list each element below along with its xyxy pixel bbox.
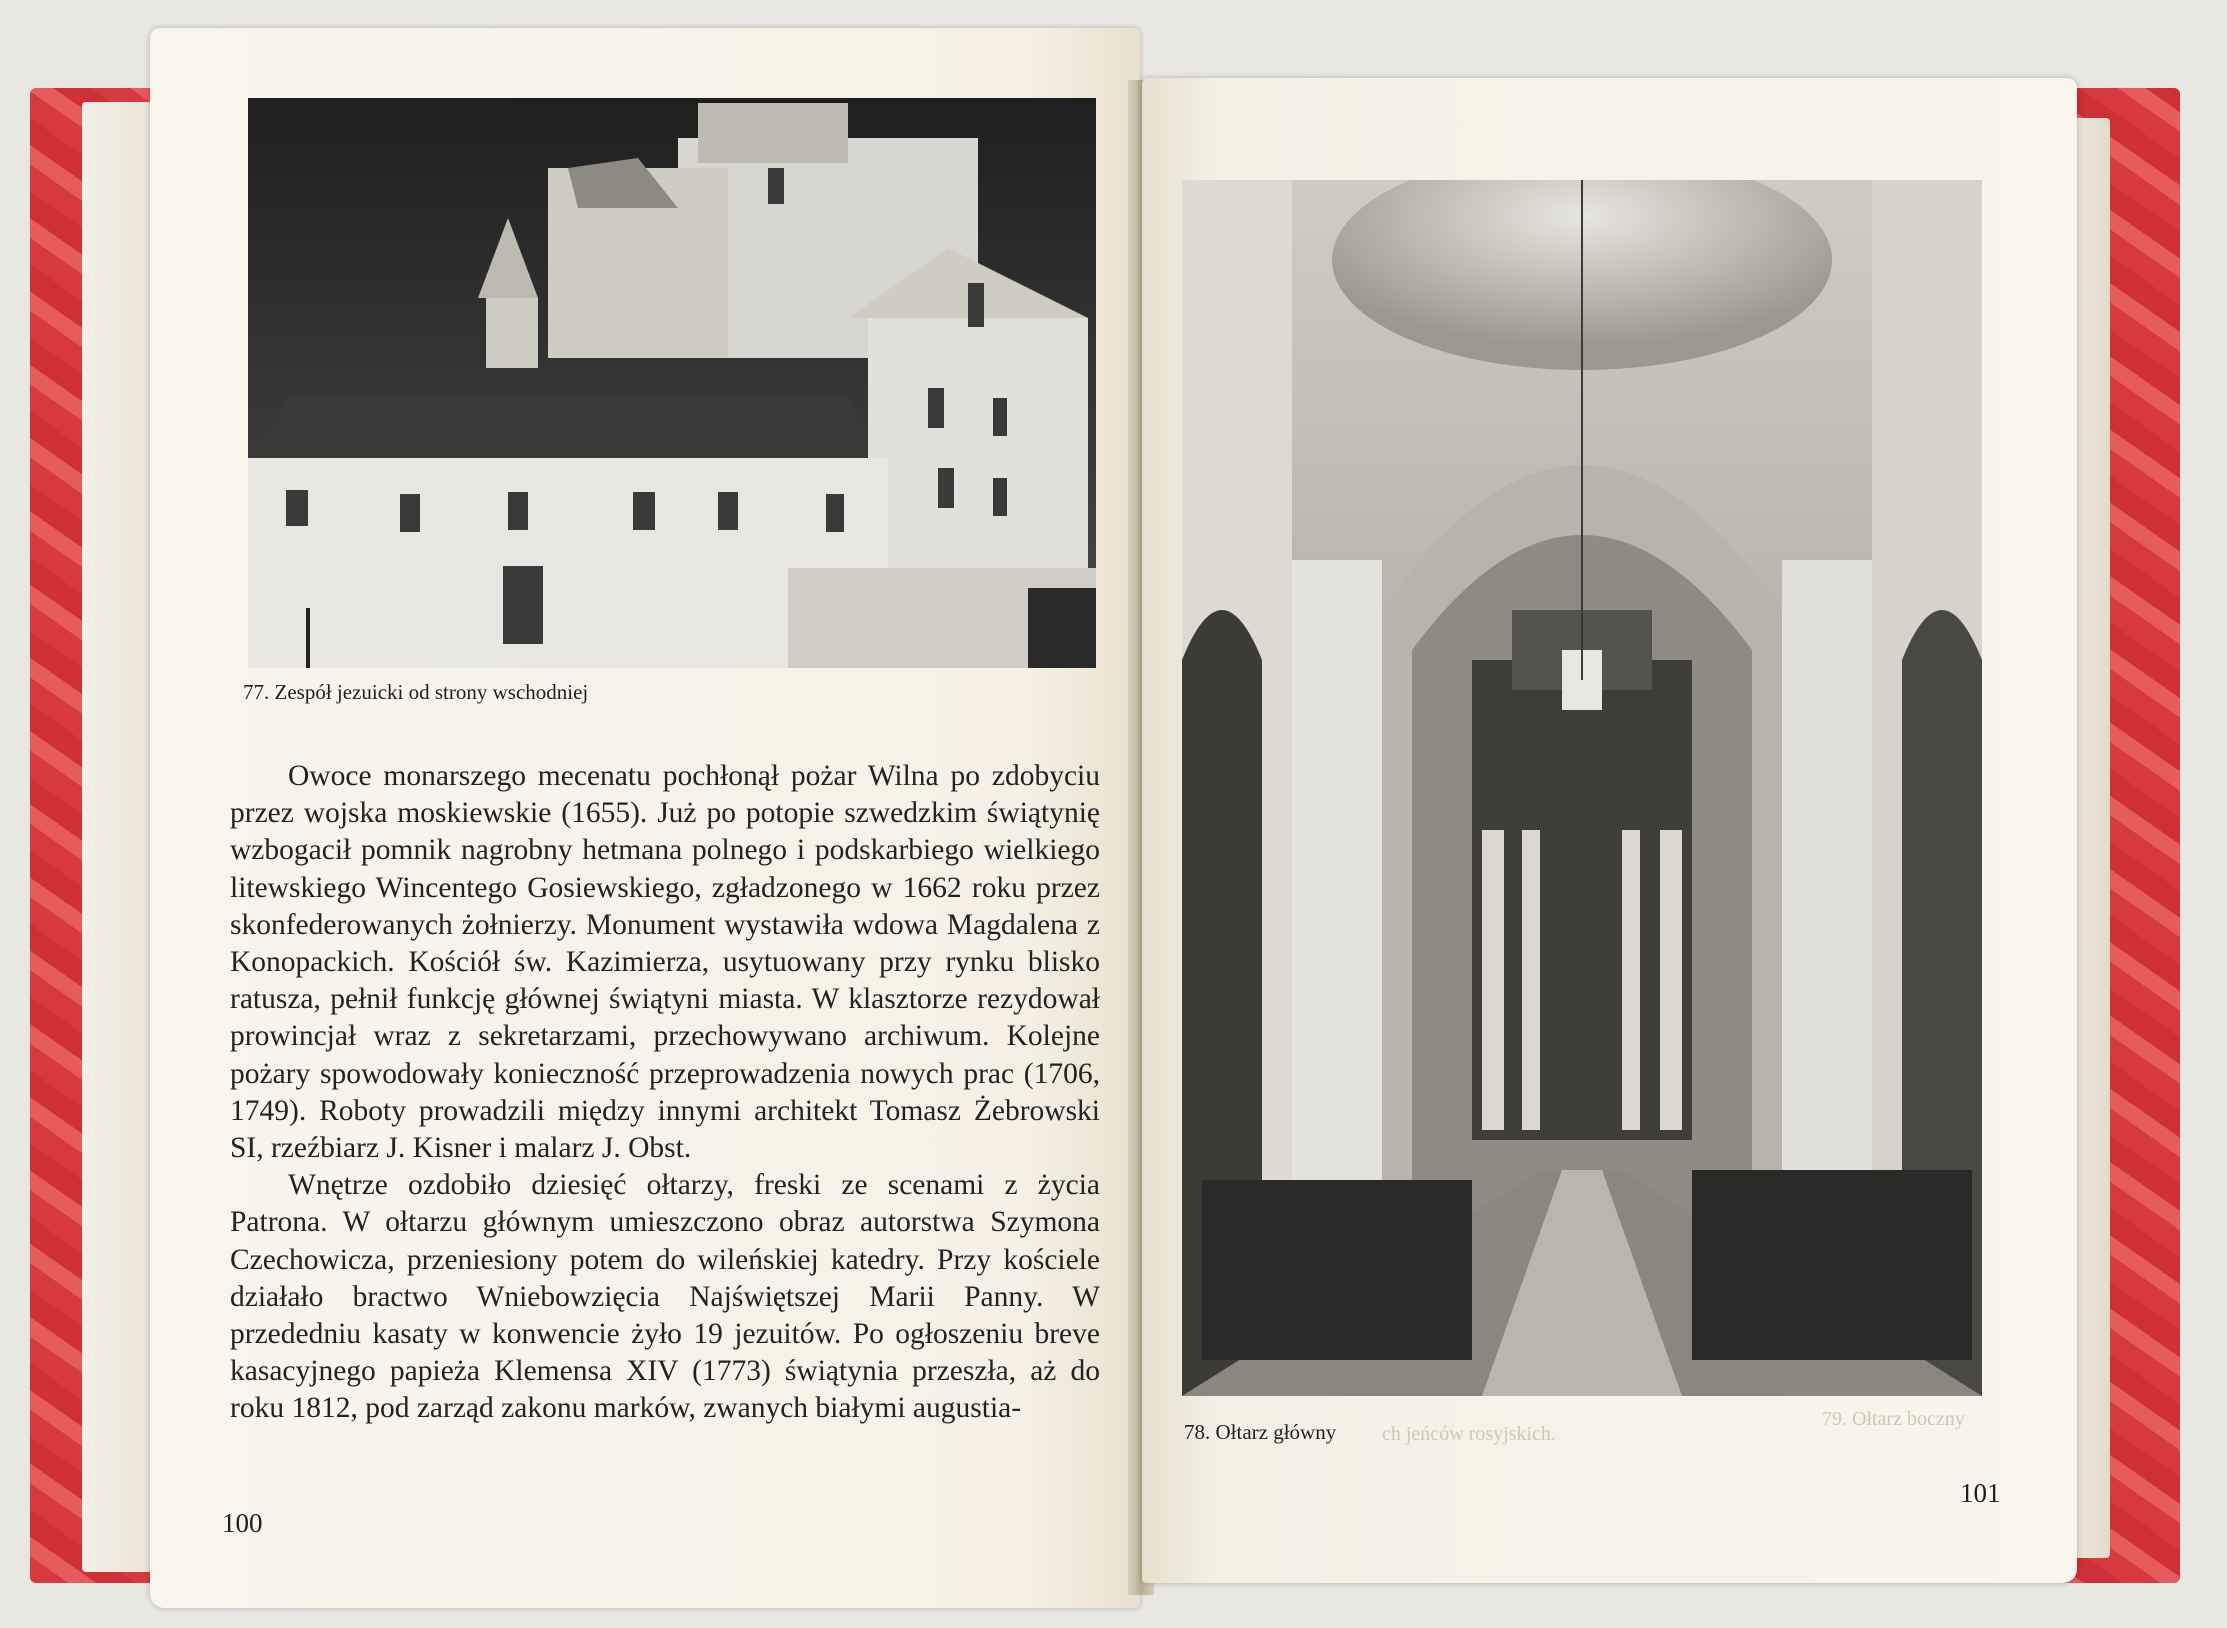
photo-main-altar-image	[1182, 180, 1982, 1396]
right-page	[1142, 78, 2077, 1583]
page-edges-left	[82, 102, 152, 1572]
figure-78-caption: 78. Ołtarz główny	[1184, 1420, 1337, 1444]
page-number-right: 101	[1960, 1478, 2001, 1508]
left-page	[150, 28, 1140, 1608]
paragraph-1: Owoce monarszego mecenatu pochłonął pożar Wilna po zdobyciu przez wojska moskiewskie (1655). Już po potopie szwedzkim świątynię wzbogacił pomnik nagrobny hetmana polnego i podskarbiego wielkiego litewskiego Wincentego Gosiewskiego, zgładzonego w 1662 roku przez skonfederowanych żołnierzy. Monument wystawiła wdowa Magdalena z Konopackich. Kościół św. Kazimierza, usytuowany przy rynku blisko ratusza, pełnił funkcję głównej świątyni miasta. W klasztorze rezydował prowincjał wraz z sekretarzami, przechowywano archiwum. Kolejne pożary spowodowały konieczność przeprowadzenia nowych prac (1706, 1749). Roboty prowadzili między innymi architekt Tomasz Żebrowski SI, rzeźbiarz J. Kisner i malarz J. Obst.	[230, 760, 1100, 1165]
show-through-text: ch jeńców rosyjskich.	[1382, 1423, 1556, 1445]
page-number-left: 100	[222, 1508, 263, 1538]
show-through-caption: 79. Ołtarz boczny	[1822, 1408, 1965, 1430]
photo-jesuit-complex	[248, 98, 1096, 668]
photo-jesuit-complex-image	[248, 98, 1096, 668]
photo-main-altar	[1182, 180, 1982, 1396]
left-page-body-text	[230, 758, 1100, 1428]
paragraph-2: Wnętrze ozdobiło dziesięć ołtarzy, freski ze scenami z życia Patrona. W ołtarzu głównym umieszczono obraz autorstwa Szymona Czechowicza, przeniesiony potem do wileńskiej katedry. Przy kościele działało bractwo Wniebowzięcia Najświętszej Marii Panny. W przededniu kasaty w konwencie żyło 19 jezuitów. Po ogłoszeniu breve kasacyjnego papieża Klemensa XIV (1773) świątynia przeszła, aż do roku 1812, pod zarząd zakonu marków, zwanych białymi augustia-	[230, 1169, 1100, 1425]
figure-77-caption: 77. Zespół jezuicki od strony wschodniej	[243, 680, 589, 704]
